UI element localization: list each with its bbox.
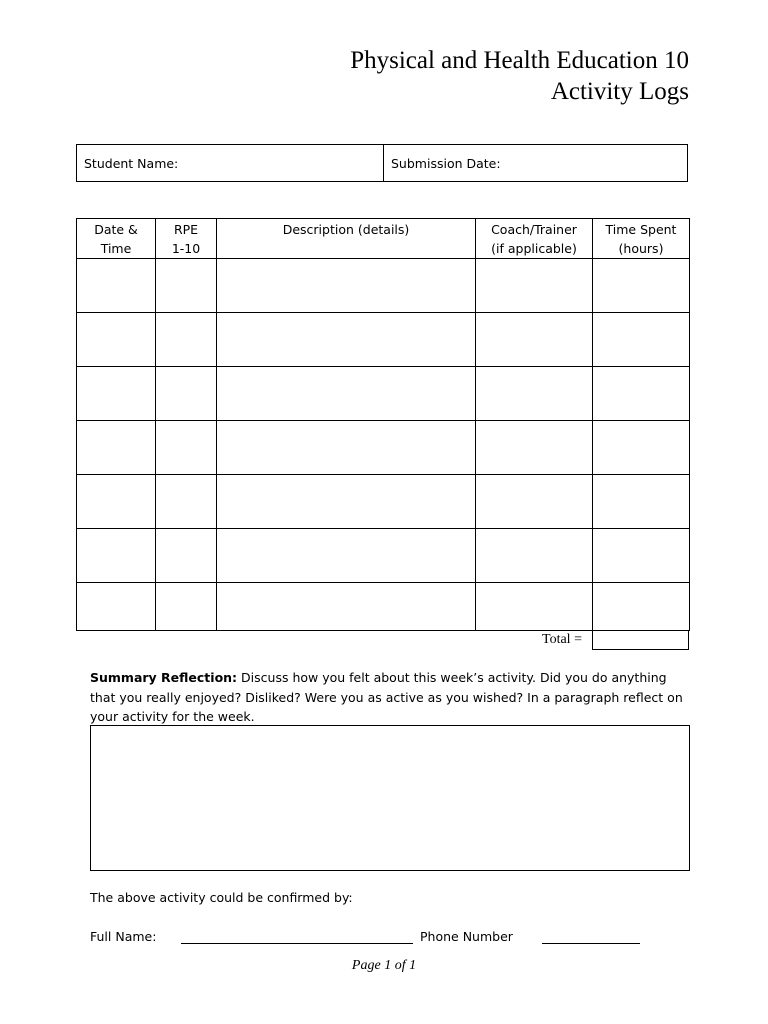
table-row xyxy=(77,421,690,475)
cell-coach[interactable] xyxy=(476,367,593,421)
full-name-line[interactable] xyxy=(181,929,413,944)
cell-coach[interactable] xyxy=(476,475,593,529)
table-row xyxy=(77,529,690,583)
cell-rpe[interactable] xyxy=(156,367,217,421)
cell-time-spent[interactable] xyxy=(593,583,690,631)
cell-rpe[interactable] xyxy=(156,259,217,313)
cell-date-time[interactable] xyxy=(77,529,156,583)
submission-date-field[interactable] xyxy=(384,145,687,181)
cell-date-time[interactable] xyxy=(77,583,156,631)
confirmation-text: The above activity could be confirmed by: xyxy=(90,890,353,905)
reflection-prompt xyxy=(90,668,690,727)
title-line-subtitle: Activity Logs xyxy=(550,78,689,105)
cell-rpe[interactable] xyxy=(156,313,217,367)
phone-number-line[interactable] xyxy=(542,929,640,944)
cell-time-spent[interactable] xyxy=(593,259,690,313)
cell-time-spent[interactable] xyxy=(593,529,690,583)
header-time-spent: Time Spent (hours) xyxy=(593,219,690,259)
cell-description[interactable] xyxy=(217,421,476,475)
reflection-textbox[interactable] xyxy=(90,725,690,871)
cell-date-time[interactable] xyxy=(77,259,156,313)
cell-date-time[interactable] xyxy=(77,313,156,367)
full-name-label: Full Name: xyxy=(90,929,157,944)
table-row xyxy=(77,259,690,313)
cell-coach[interactable] xyxy=(476,313,593,367)
student-info-box xyxy=(76,144,688,182)
cell-coach[interactable] xyxy=(476,259,593,313)
cell-coach[interactable] xyxy=(476,421,593,475)
cell-time-spent[interactable] xyxy=(593,367,690,421)
confirmation-signature-row xyxy=(90,929,690,949)
cell-description[interactable] xyxy=(217,529,476,583)
phone-number-label: Phone Number xyxy=(420,929,513,944)
submission-date-label: Submission Date: xyxy=(391,155,501,171)
cell-time-spent[interactable] xyxy=(593,475,690,529)
cell-rpe[interactable] xyxy=(156,529,217,583)
student-name-field[interactable] xyxy=(77,145,384,181)
cell-time-spent[interactable] xyxy=(593,421,690,475)
cell-description[interactable] xyxy=(217,475,476,529)
cell-rpe[interactable] xyxy=(156,421,217,475)
cell-description[interactable] xyxy=(217,367,476,421)
page-number: Page 1 of 1 xyxy=(351,958,417,973)
reflection-prompt-text: Discuss how you felt about this week’s activity. Did you do anything that you really enjoyed? Disliked? Were you as active as you wished? In a paragraph reflect on your activity for the week. xyxy=(90,670,683,724)
document-title xyxy=(350,45,689,107)
cell-description[interactable] xyxy=(217,259,476,313)
student-name-label: Student Name: xyxy=(84,155,179,171)
cell-time-spent[interactable] xyxy=(593,313,690,367)
cell-coach[interactable] xyxy=(476,583,593,631)
cell-description[interactable] xyxy=(217,583,476,631)
table-row xyxy=(77,367,690,421)
header-coach-trainer: Coach/Trainer (if applicable) xyxy=(476,219,593,259)
table-row xyxy=(77,313,690,367)
cell-rpe[interactable] xyxy=(156,583,217,631)
cell-date-time[interactable] xyxy=(77,367,156,421)
header-date-time: Date & Time xyxy=(77,219,156,259)
total-hours-field[interactable] xyxy=(592,631,689,650)
cell-date-time[interactable] xyxy=(77,475,156,529)
header-description: Description (details) xyxy=(217,219,476,259)
cell-rpe[interactable] xyxy=(156,475,217,529)
cell-date-time[interactable] xyxy=(77,421,156,475)
header-rpe: RPE 1-10 xyxy=(156,219,217,259)
table-header-row xyxy=(77,219,690,259)
activity-log-table xyxy=(76,218,690,631)
reflection-label: Summary Reflection: xyxy=(90,670,238,685)
cell-description[interactable] xyxy=(217,313,476,367)
title-line-course: Physical and Health Education 10 xyxy=(350,47,689,74)
cell-coach[interactable] xyxy=(476,529,593,583)
table-row xyxy=(77,475,690,529)
total-label: Total = xyxy=(542,632,582,647)
table-row xyxy=(77,583,690,631)
